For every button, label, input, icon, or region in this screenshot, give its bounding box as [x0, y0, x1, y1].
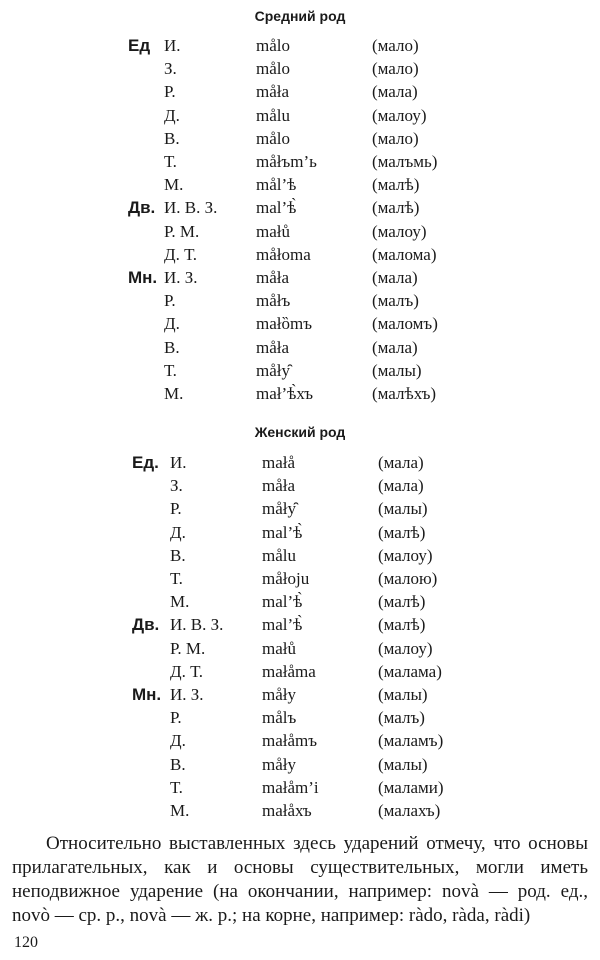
table-row	[0, 266, 600, 289]
case-label: Р.	[170, 499, 182, 519]
cyrillic-form: (малѣ)	[378, 615, 426, 635]
feminine-section-title: Женский род	[254, 424, 346, 440]
case-label: В.	[170, 545, 186, 565]
page-number: 120	[14, 934, 38, 951]
cyrillic-form: (малама)	[378, 661, 442, 681]
latin-form: målo	[256, 59, 290, 79]
case-label: Т.	[170, 777, 183, 797]
table-row	[0, 799, 600, 822]
number-label: Ед	[128, 36, 151, 55]
latin-form: mal’ѣ̀	[262, 615, 303, 635]
cyrillic-form: (малъмь)	[372, 152, 438, 171]
table-row	[0, 706, 600, 729]
table-row	[0, 220, 600, 243]
number-label: Ед.	[132, 453, 159, 472]
table-row	[0, 637, 600, 660]
table-row	[0, 590, 600, 613]
table-row	[0, 497, 600, 520]
latin-form: mål’ѣ	[256, 175, 297, 195]
commentary-paragraph	[12, 832, 588, 928]
case-label: Д.	[170, 522, 186, 542]
latin-form: måła	[262, 476, 296, 496]
case-label: Т.	[164, 360, 177, 380]
case-label: Д.	[164, 314, 180, 334]
case-label: И.	[170, 453, 187, 472]
case-label: Р.	[164, 291, 176, 311]
table-row	[0, 729, 600, 752]
table-row	[0, 544, 600, 567]
table-row	[0, 127, 600, 150]
table-row	[0, 567, 600, 590]
cyrillic-form: (малы)	[378, 754, 428, 774]
case-label: В.	[170, 754, 186, 774]
case-label: И. В. З.	[164, 198, 218, 218]
number-label: Мн.	[128, 268, 158, 287]
table-row	[0, 57, 600, 80]
latin-form: måły	[262, 754, 296, 774]
case-label: В.	[164, 128, 180, 148]
number-label: Мн.	[132, 685, 162, 704]
latin-form: måłoju	[262, 569, 310, 588]
table-row	[0, 753, 600, 776]
latin-form: måłoma	[256, 244, 311, 264]
cyrillic-form: (мала)	[372, 268, 418, 287]
table-row	[0, 150, 600, 173]
cyrillic-form: (маломъ)	[372, 314, 438, 334]
table-row	[0, 521, 600, 544]
table-row	[0, 34, 600, 57]
cyrillic-form: (мала)	[372, 337, 418, 357]
latin-form: måły̑	[262, 499, 296, 519]
case-label: М.	[170, 801, 190, 820]
case-label: М.	[170, 592, 190, 612]
latin-form: målu	[262, 545, 296, 565]
latin-form: małå	[262, 453, 296, 472]
case-label: Т.	[170, 569, 183, 588]
number-label: Дв.	[132, 615, 160, 635]
table-row	[0, 683, 600, 706]
latin-form: małȍmъ	[256, 314, 313, 334]
case-label: З.	[164, 59, 177, 79]
case-label: Р.	[170, 708, 182, 728]
case-label: В.	[164, 337, 180, 357]
cyrillic-form: (мало)	[372, 36, 419, 55]
table-row	[0, 80, 600, 103]
cyrillic-form: (малою)	[378, 569, 438, 588]
case-label: Р. М.	[164, 221, 200, 241]
latin-form: måły̑	[256, 360, 290, 380]
cyrillic-form: (малахъ)	[378, 801, 441, 820]
table-row	[0, 451, 600, 474]
table-row	[0, 289, 600, 312]
case-label: М.	[164, 175, 184, 195]
case-label: М.	[164, 384, 184, 403]
cyrillic-form: (малъ)	[378, 708, 425, 728]
case-label: З.	[170, 476, 183, 496]
latin-form: måła	[256, 337, 290, 357]
table-row	[0, 196, 600, 219]
case-label: Д.	[170, 731, 186, 751]
latin-form: mal’ѣ̀	[262, 592, 303, 612]
cyrillic-form: (малъ)	[372, 291, 419, 311]
cyrillic-form: (малы)	[378, 499, 428, 519]
latin-form: måłъm’ь	[256, 152, 317, 171]
table-row	[0, 173, 600, 196]
table-row	[0, 312, 600, 335]
case-label: Т.	[164, 152, 177, 171]
cyrillic-form: (малоу)	[372, 221, 427, 241]
cyrillic-form: (малѣ)	[372, 175, 420, 195]
table-row	[0, 336, 600, 359]
latin-form: małåm’i	[262, 777, 319, 797]
table-row	[0, 776, 600, 799]
case-label: И. В. З.	[170, 615, 224, 635]
cyrillic-form: (малома)	[372, 244, 437, 264]
latin-form: małåma	[262, 661, 316, 681]
latin-form: måłъ	[256, 291, 291, 311]
cyrillic-form: (мала)	[372, 82, 418, 102]
latin-form: måły	[262, 685, 296, 704]
paragraph-text: Относительно выставленных здесь ударений отмечу, что основы прилагательных, как и основы существительных, могли иметь неподвижное ударение (на окончании, например: novà — род. ед., novò — ср. р., novà — ж. р.; на корне, например: ràdo, ràda, ràdi)	[12, 833, 588, 926]
cyrillic-form: (мало)	[372, 59, 419, 79]
table-row	[0, 359, 600, 382]
case-label: Д. Т.	[170, 661, 204, 681]
latin-form: målo	[256, 36, 290, 55]
neuter-section-title: Средний род	[254, 8, 346, 24]
case-label: Р.	[164, 82, 176, 102]
table-row	[0, 474, 600, 497]
table-row	[0, 613, 600, 636]
cyrillic-form: (мала)	[378, 453, 424, 472]
table-row	[0, 660, 600, 683]
latin-form: måła	[256, 82, 290, 102]
table-row	[0, 382, 600, 405]
case-label: Д.	[164, 105, 180, 125]
table-row	[0, 104, 600, 127]
number-label: Дв.	[128, 198, 156, 218]
latin-form: małů	[256, 221, 290, 241]
case-label: Д. Т.	[164, 244, 198, 264]
case-label: Р. М.	[170, 638, 206, 658]
cyrillic-form: (малѣ)	[372, 198, 420, 218]
latin-form: målu	[256, 105, 290, 125]
cyrillic-form: (маламъ)	[378, 731, 444, 751]
cyrillic-form: (малоу)	[378, 545, 433, 565]
table-row	[0, 243, 600, 266]
latin-form: małåmъ	[262, 731, 318, 751]
latin-form: måła	[256, 268, 290, 287]
latin-form: målъ	[262, 708, 297, 728]
cyrillic-form: (малоу)	[372, 105, 427, 125]
latin-form: małů	[262, 638, 296, 658]
cyrillic-form: (мала)	[378, 476, 424, 496]
cyrillic-form: (малами)	[378, 777, 444, 797]
cyrillic-form: (малы)	[372, 360, 422, 380]
latin-form: małåхъ	[262, 801, 312, 820]
cyrillic-form: (мало)	[372, 128, 419, 148]
latin-form: mał’ѣ̀хъ	[256, 384, 314, 403]
case-label: И. З.	[164, 268, 198, 287]
latin-form: målo	[256, 128, 290, 148]
latin-form: mal’ѣ̀	[262, 522, 303, 542]
cyrillic-form: (малѣ)	[378, 522, 426, 542]
latin-form: mal’ѣ̀	[256, 198, 297, 218]
case-label: И. З.	[170, 685, 204, 704]
cyrillic-form: (малѣ)	[378, 592, 426, 612]
cyrillic-form: (малы)	[378, 685, 428, 704]
case-label: И.	[164, 36, 181, 55]
cyrillic-form: (малоу)	[378, 638, 433, 658]
cyrillic-form: (малѣхъ)	[372, 384, 437, 403]
